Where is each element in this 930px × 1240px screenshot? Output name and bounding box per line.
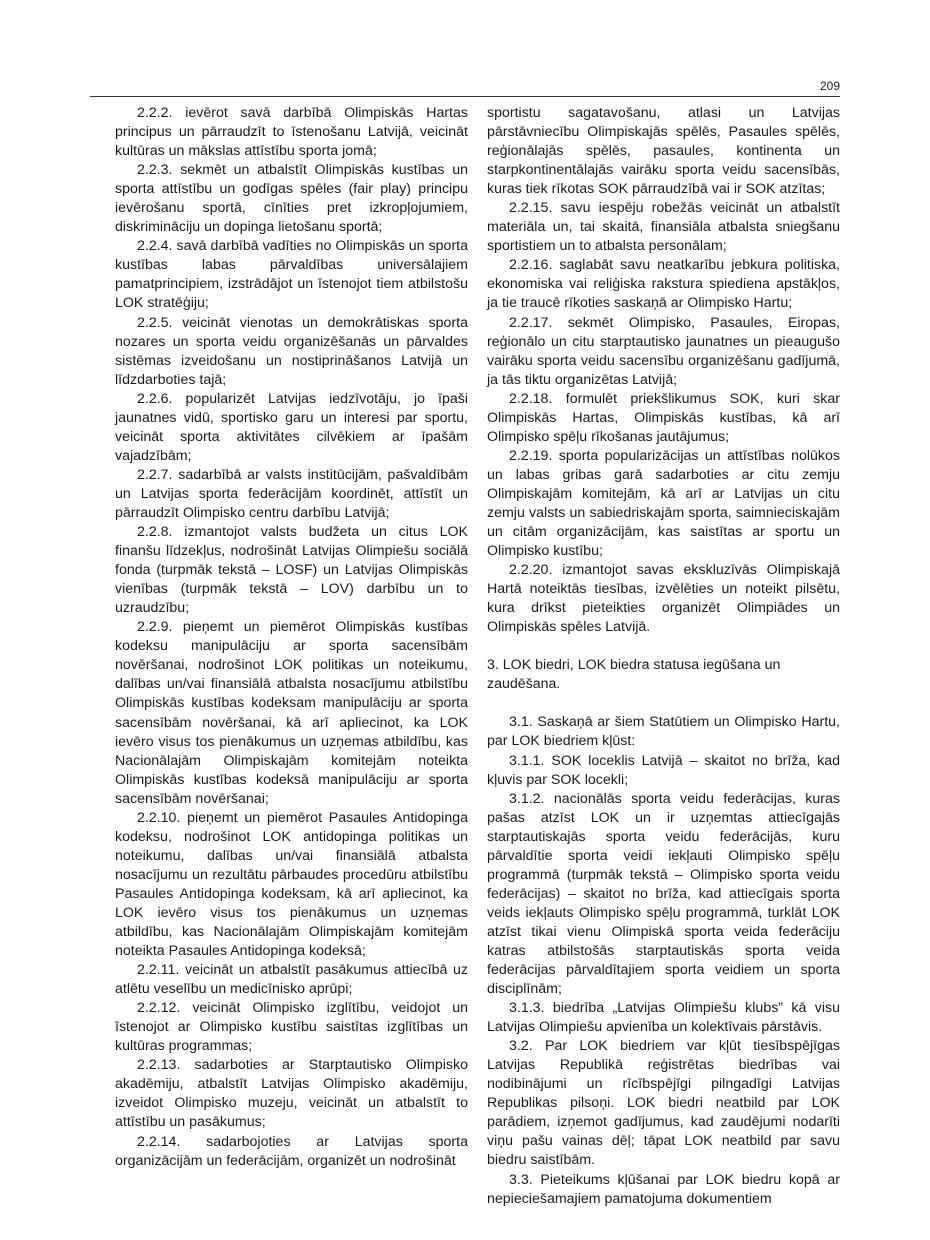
paragraph-2-2-14: 2.2.14. sadarbojoties ar Latvijas sporta organizācijām un federācijām, organizēt un nodrošināt bbox=[115, 1133, 468, 1169]
paragraph-3-1: 3.1. Saskaņā ar šiem Statūtiem un Olimpisko Hartu, par LOK biedriem kļūst: bbox=[487, 714, 840, 750]
paragraph-2-2-6: 2.2.6. popularizēt Latvijas iedzīvotāju, jo īpaši jaunatnes vidū, sportisko garu un interesi par sportu, veicināt sporta aktivitātes cilvēkiem ar īpašām vajadzībām; bbox=[115, 390, 468, 464]
paragraph-2-2-2: 2.2.2. ievērot savā darbībā Olimpiskās Hartas principus un pārraudzīt to īstenošanu Latvijā, veicināt kultūras un mākslas attīstību sporta jomā; bbox=[115, 105, 468, 160]
paragraph-2-2-5: 2.2.5. veicināt vienotas un demokrātiskas sporta nozares un sporta veidu organizēšanās un pārvaldes sistēmas izveidošanu un nostiprināšanos Latvijā un līdzdarboties tajā; bbox=[115, 314, 468, 388]
header-rule bbox=[90, 96, 840, 97]
paragraph-2-2-15: 2.2.15. savu iespēju robežās veicināt un atbalstīt materiāla un, tai skaitā, finansiāla atbalsta sniegšanu sportistiem un to atbalsta personālam; bbox=[487, 200, 840, 255]
page-number: 209 bbox=[819, 79, 840, 93]
right-column bbox=[487, 104, 840, 1209]
paragraph-2-2-13: 2.2.13. sadarboties ar Starptautisko Olimpisko akadēmiju, atbalstīt Latvijas Olimpisko akadēmiju, izveidot Olimpisko muzeju, veicināt un atbalstīt to attīstību un pasākumus; bbox=[115, 1057, 468, 1131]
paragraph-2-2-9: 2.2.9. pieņemt un piemērot Olimpiskās kustības kodeksu manipulāciju ar sporta sacensībām novēršanai, nodrošinot LOK politikas un noteikumu, dalības un/vai finansiālā atbalsta nosacījumu atbilstību Olimpiskās kustības kodeksam manipulāciju ar sporta sacensībām novēršanai, kā arī apliecinot, ka LOK ievēro visus tos pienākumus un uzņemas atbildību, kas Nacionālajām Olimpiskajām komitejām noteikta Olimpiskās kustības kodeksā manipulāciju ar sporta sacensībām novēršanai; bbox=[115, 619, 468, 807]
left-column bbox=[115, 104, 468, 1171]
paragraph-continuation: sportistu sagatavošanu, atlasi un Latvijas pārstāvniecību Olimpiskajās spēlēs, Pasaules spēlēs, reģionālajās spēlēs, pasaules, kontinenta un starpkontinentālajās vairāku sporta veidu sacensībās, kuras tiek rīkotas SOK pārraudzībā vai ir SOK atzītas; bbox=[487, 105, 840, 198]
paragraph-2-2-19: 2.2.19. sporta popularizācijas un attīstības nolūkos un labas gribas garā sadarboties ar citu zemju Olimpiskajām komitejām, kā arī ar Latvijas un citu zemju valsts un sabiedriskajām sporta, saimnieciskajām un citām organizācijām, kas saistītas ar sportu un Olimpisko kustību; bbox=[487, 447, 840, 560]
paragraph-3-3: 3.3. Pieteikums kļūšanai par LOK biedru kopā ar nepieciešamajiem pamatojuma dokumentiem bbox=[487, 1171, 840, 1207]
paragraph-2-2-4: 2.2.4. savā darbībā vadīties no Olimpiskās un sporta kustības labas pārvaldības universālajiem pamatprincipiem, izstrādājot un īstenojot tiem atbilstošu LOK stratēģiju; bbox=[115, 238, 468, 312]
paragraph-2-2-7: 2.2.7. sadarbībā ar valsts institūcijām, pašvaldībām un Latvijas sporta federācijām koordinēt, attīstīt un pārraudzīt Olimpisko centru darbību Latvijā; bbox=[115, 466, 468, 521]
paragraph-2-2-11: 2.2.11. veicināt un atbalstīt pasākumus attiecībā uz atlētu veselību un medicīnisko aprūpi; bbox=[115, 962, 468, 998]
section-heading-3: 3. LOK biedri, LOK biedra statusa iegūšana un zaudēšana. bbox=[487, 657, 781, 693]
paragraph-2-2-17: 2.2.17. sekmēt Olimpisko, Pasaules, Eiropas, reģionālo un citu starptautisko jaunatnes un pieaugušo vairāku sporta veidu sacensību organizēšanu gadījumā, ja tās tiktu organizētas Latvijā; bbox=[487, 314, 840, 388]
paragraph-2-2-10: 2.2.10. pieņemt un piemērot Pasaules Antidopinga kodeksu, nodrošinot LOK antidopinga politikas un noteikumu, dalības un/vai finansiālā atbalsta nosacījumu un rezultātu pārbaudes procedūru atbilstību Pasaules Antidopinga kodeksam, kā arī apliecinot, ka LOK ievēro visus tos pienākumus un uzņemas atbildību, kas Nacionālajām Olimpiskajām komitejām noteikta Pasaules Antidopinga kodeksā; bbox=[115, 809, 468, 960]
paragraph-2-2-12: 2.2.12. veicināt Olimpisko izglītību, veidojot un īstenojot ar Olimpisko kustību saistītas izglītības un kultūras programmas; bbox=[115, 1000, 468, 1055]
paragraph-2-2-16: 2.2.16. saglabāt savu neatkarību jebkura politiska, ekonomiska vai reliģiska rakstura spiediena apstākļos, ja tie traucē rīkoties saskaņā ar Olimpisko Hartu; bbox=[487, 257, 840, 312]
paragraph-2-2-8: 2.2.8. izmantojot valsts budžeta un citus LOK finanšu līdzekļus, nodrošināt Latvijas Olimpiešu sociālā fonda (turpmāk tekstā – LOSF) un Latvijas Olimpiskās vienības (turpmāk tekstā – LOV) darbību un to uzraudzību; bbox=[115, 524, 468, 617]
paragraph-2-2-18: 2.2.18. formulēt priekšlikumus SOK, kuri skar Olimpiskās Hartas, Olimpiskās kustības, kā arī Olimpisko spēļu rīkošanas jautājumus; bbox=[487, 390, 840, 445]
paragraph-3-2: 3.2. Par LOK biedriem var kļūt tiesībspējīgas Latvijas Republikā reģistrētas biedrības vai nodibinājumi un rīcībspējīgi pilngadīgi Latvijas Republikas pilsoņi. LOK biedri neatbild par LOK parādiem, izņemot gadījumus, kad zaudējumi nodarīti viņu pašu vainas dēļ; tāpat LOK neatbild par savu biedru saistībām. bbox=[487, 1038, 840, 1169]
paragraph-3-1-1: 3.1.1. SOK loceklis Latvijā – skaitot no brīža, kad kļuvis par SOK locekli; bbox=[487, 752, 840, 788]
paragraph-2-2-3: 2.2.3. sekmēt un atbalstīt Olimpiskās kustības un sporta attīstību un godīgas spēles (fair play) principu ievērošanu sportā, cīnīties pret izkropļojumiem, diskrimināciju un dopinga lietošanu sportā; bbox=[115, 162, 468, 236]
paragraph-3-1-3: 3.1.3. biedrība „Latvijas Olimpiešu klubs” kā visu Latvijas Olimpiešu apvienība un kolektīvais pārstāvis. bbox=[487, 1000, 840, 1036]
paragraph-3-1-2: 3.1.2. nacionālās sporta veidu federācijas, kuras pašas atzīst LOK un ir uzņemtas attiecīgajās starptautiskajās sporta veidu federācijās, kuru pārvaldītie sporta veidi iekļauti Olimpisko spēļu programmā (turpmāk tekstā – Olimpisko sporta veidu federācijas) – skaitot no brīža, kad attiecīgais sporta veids iekļauts Olimpisko spēļu programmā, turklāt LOK atzīst tikai vienu Olimpiskā sporta veida federāciju katras atbilstošās starptautiskās sporta veida federācijas pārvaldītajiem sporta veidiem un sporta disciplīnām; bbox=[487, 790, 840, 998]
paragraph-2-2-20: 2.2.20. izmantojot savas ekskluzīvās Olimpiskajā Hartā noteiktās tiesības, izvēlēties un noteikt pilsētu, kura drīkst pieteikties organizēt Olimpiādes un Olimpiskās spēles Latvijā. bbox=[487, 562, 840, 636]
